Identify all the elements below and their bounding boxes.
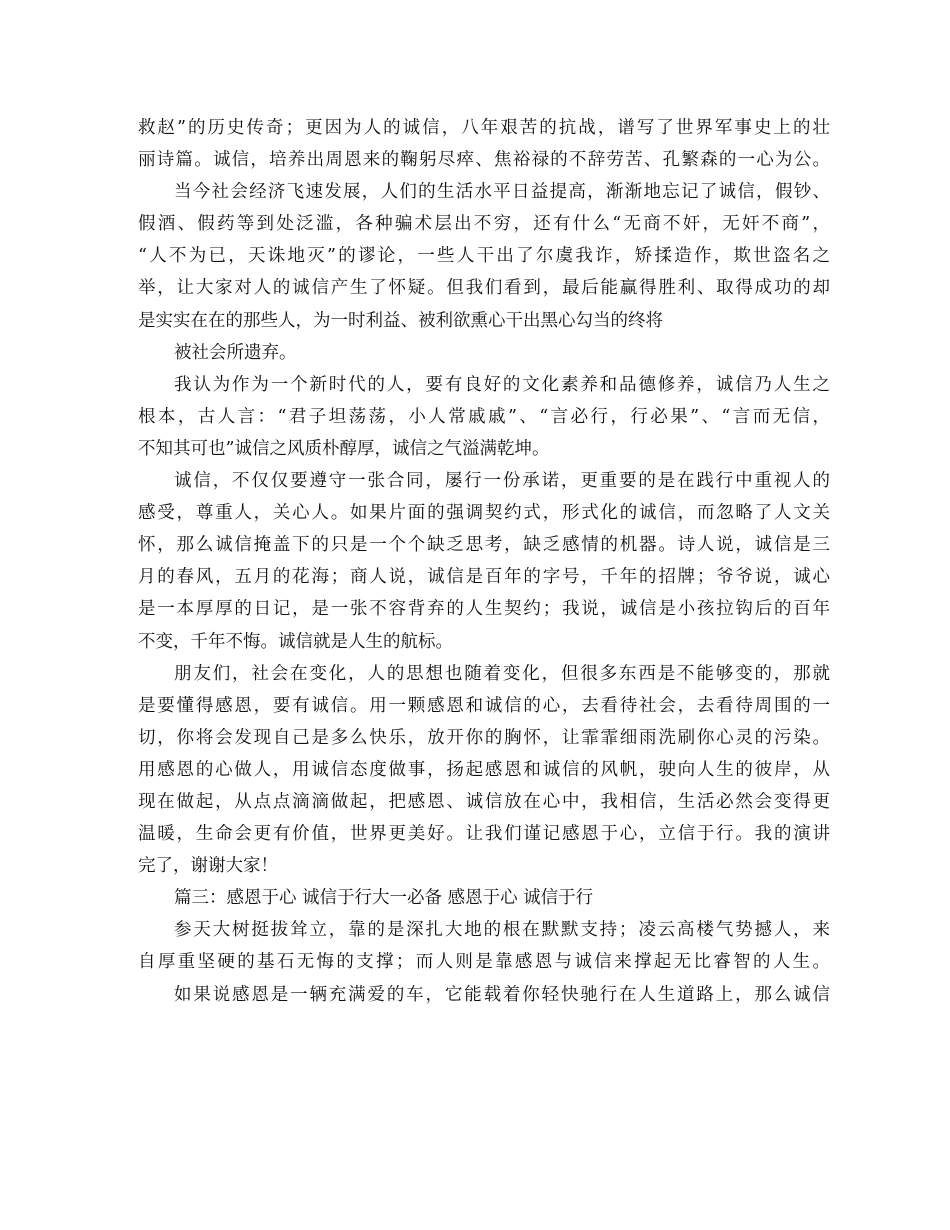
text-line: 感受，尊重人，关心人。如果片面的强调契约式，形式化的诚信，而忽略了人文关 — [138, 503, 830, 524]
document-page — [138, 112, 830, 1011]
text-line: 被社会所遗弃。 — [174, 342, 297, 363]
text-line: 诚信，不仅仅要遵守一张合同，屡行一份承诺，更重要的是在践行中重视人的 — [174, 471, 830, 492]
text-line: 是实实在在的那些人，为一时利益、被利欲熏心干出黑心勾当的终将 — [138, 310, 663, 331]
text-line: 假酒、假药等到处泛滥，各种骗术层出不穷，还有什么“无商不奸，无奸不商”， — [138, 214, 830, 235]
text-line: 是要懂得感恩，要有诚信。用一颗感恩和诚信的心，去看待社会，去看待周围的一 — [138, 695, 830, 716]
text-line: 如果说感恩是一辆充满爱的车，它能载着你轻快驰行在人生道路上，那么诚信 — [174, 984, 830, 1005]
text-line: 我认为作为一个新时代的人，要有良好的文化素养和品德修养，诚信乃人生之 — [174, 374, 830, 395]
text-line: 完了，谢谢大家！ — [138, 856, 278, 877]
text-line: 根本，古人言：“君子坦荡荡，小人常戚戚”、“言必行，行必果”、“言而无信， — [138, 406, 830, 427]
text-line: 参天大树挺拔耸立，靠的是深扎大地的根在默默支持；凌云高楼气势撼人，来 — [174, 920, 830, 941]
text-line: 是一本厚厚的日记，是一张不容背弃的人生契约；我说，诚信是小孩拉钩后的百年 — [138, 599, 830, 620]
text-line: 用感恩的心做人，用诚信态度做事，扬起感恩和诚信的风帆，驶向人生的彼岸，从 — [138, 759, 830, 780]
text-line: 不知其可也”诚信之风质朴醇厚，诚信之气溢满乾坤。 — [138, 438, 550, 459]
text-line: 怀，那么诚信掩盖下的只是一个个缺乏思考，缺乏感情的机器。诗人说，诚信是三 — [138, 535, 830, 556]
text-line: 举，让大家对人的诚信产生了怀疑。但我们看到，最后能赢得胜利、取得成功的却 — [138, 278, 830, 299]
text-line: 温暖，生命会更有价值，世界更美好。让我们谨记感恩于心，立信于行。我的演讲 — [138, 824, 830, 845]
text-line: 丽诗篇。诚信，培养出周恩来的鞠躬尽瘁、焦裕禄的不辞劳苦、孔繁森的一心为公。 — [138, 150, 830, 171]
text-line: 切，你将会发现自己是多么快乐，放开你的胸怀，让霏霏细雨洗刷你心灵的污染。 — [138, 727, 830, 748]
text-line: 救赵”的历史传奇；更因为人的诚信，八年艰苦的抗战，谱写了世界军事史上的壮 — [138, 118, 830, 138]
text-line: 自厚重坚硬的基石无悔的支撑；而人则是靠感恩与诚信来撑起无比睿智的人生。 — [138, 952, 830, 973]
text-line: 篇三：感恩于心 诚信于行大一必备 感恩于心 诚信于行 — [174, 888, 594, 909]
text-line: 朋友们，社会在变化，人的思想也随着变化，但很多东西是不能够变的，那就 — [174, 663, 830, 684]
text-line: 当今社会经济飞速发展，人们的生活水平日益提高，渐渐地忘记了诚信，假钞、 — [174, 182, 830, 203]
text-line: 不变，千年不悔。诚信就是人生的航标。 — [138, 631, 453, 652]
text-line: 现在做起，从点点滴滴做起，把感恩、诚信放在心中，我相信，生活必然会变得更 — [138, 791, 830, 812]
text-line: 月的春风，五月的花海；商人说，诚信是百年的字号，千年的招牌；爷爷说，诚心 — [138, 567, 830, 588]
text-line: “人不为已，天诛地灭”的谬论，一些人干出了尔虞我诈，矫揉造作，欺世盗名之 — [138, 246, 830, 267]
